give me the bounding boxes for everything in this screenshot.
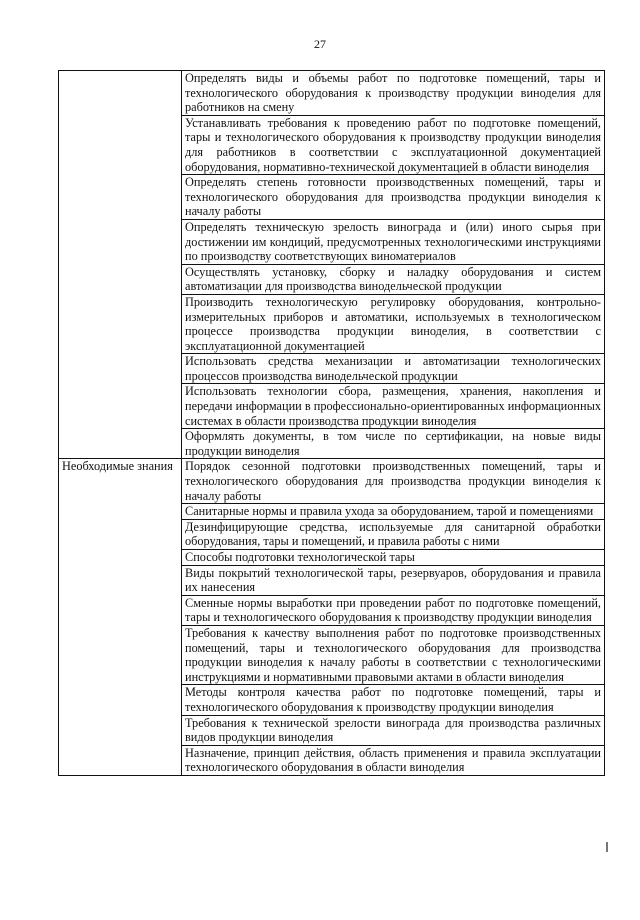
- requirement-text: Определять степень готовности производственных помещений, тары и технологического оборудования для производства продукции виноделия к началу работы: [182, 175, 605, 220]
- requirement-text: Требования к технической зрелости винограда для производства различных видов продукции виноделия: [182, 715, 605, 745]
- requirement-text: Способы подготовки технологической тары: [182, 550, 605, 566]
- requirement-text: Использовать средства механизации и автоматизации технологических процессов производства винодельческой продукции: [182, 354, 605, 384]
- requirement-text: Виды покрытий технологической тары, резервуаров, оборудования и правила их нанесения: [182, 565, 605, 595]
- requirement-text: Устанавливать требования к проведению работ по подготовке помещений, тары и технологического оборудования к производству продукции виноделия для работников в соответствии с эксплуатационной документацией оборудования, нормативно-технической документацией в области виноделия: [182, 115, 605, 174]
- scan-mark: [606, 842, 608, 852]
- requirement-text: Санитарные нормы и правила ухода за оборудованием, тарой и помещениями: [182, 504, 605, 520]
- requirement-text: Назначение, принцип действия, область применения и правила эксплуатации технологического оборудования в области виноделия: [182, 745, 605, 775]
- section-label: [59, 71, 182, 459]
- requirement-text: Методы контроля качества работ по подготовке помещений, тары и технологического оборудования к производству продукции виноделия: [182, 685, 605, 715]
- requirements-table: [58, 70, 605, 776]
- requirement-text: Сменные нормы выработки при проведении работ по подготовке помещений, тары и технологического оборудования к производству продукции виноделия: [182, 595, 605, 625]
- page-number: 27: [314, 37, 326, 51]
- requirement-text: Определять виды и объемы работ по подготовке помещений, тары и технологического оборудования к производству продукции виноделия для работников на смену: [182, 71, 605, 116]
- requirement-text: Использовать технологии сбора, размещения, хранения, накопления и передачи информации в профессионально-ориентированных информационных системах в области производства продукции виноделия: [182, 384, 605, 429]
- table-row: [59, 71, 605, 116]
- table-row: [59, 459, 605, 504]
- requirement-text: Порядок сезонной подготовки производственных помещений, тары и технологического оборудования для производства продукции виноделия к началу работы: [182, 459, 605, 504]
- requirement-text: Определять техническую зрелость винограда и (или) иного сырья при достижении им кондиций, предусмотренных технологическими инструкциями по производству соответствующих виноматериалов: [182, 219, 605, 264]
- requirement-text: Требования к качеству выполнения работ по подготовке производственных помещений, тары и технологического оборудования для производства продукции виноделия к началу работы в соответствии с технологическими инструкциями и нормативными правовыми актами в области виноделия: [182, 625, 605, 684]
- requirement-text: Производить технологическую регулировку оборудования, контрольно-измерительных приборов и автоматики, используемых в технологическом процессе производства продукции виноделия, в соответствии с эксплуатационной документацией: [182, 294, 605, 353]
- requirement-text: Оформлять документы, в том числе по сертификации, на новые виды продукции виноделия: [182, 429, 605, 459]
- requirement-text: Дезинфицирующие средства, используемые для санитарной обработки оборудования, тары и помещений, и правила работы с ними: [182, 519, 605, 549]
- section-label: Необходимые знания: [59, 459, 182, 775]
- requirement-text: Осуществлять установку, сборку и наладку оборудования и систем автоматизации для производства винодельческой продукции: [182, 264, 605, 294]
